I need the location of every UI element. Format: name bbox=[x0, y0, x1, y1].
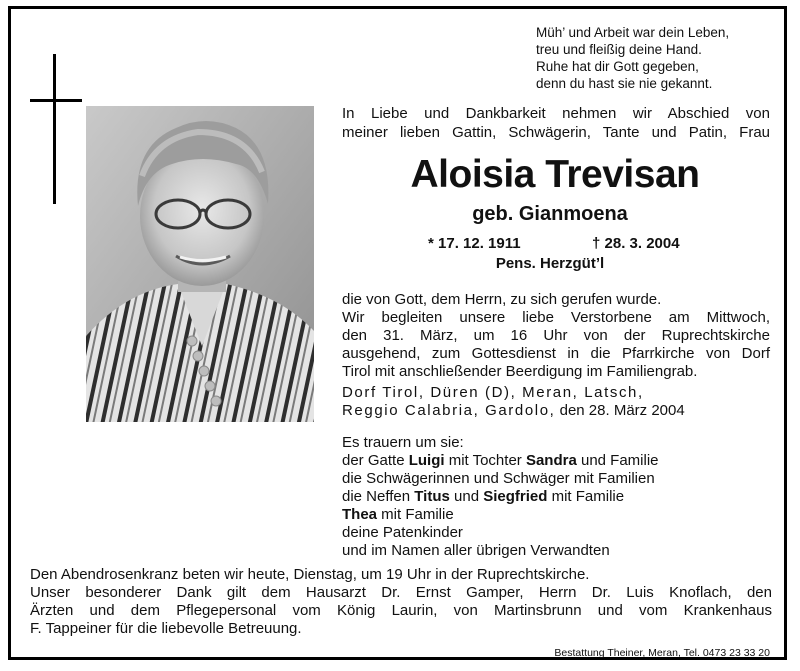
rosary-line: Den Abendrosenkranz beten wir heute, Dienstag, um 19 Uhr in der Ruprechtskirche. bbox=[30, 566, 590, 583]
text: mit Familie bbox=[547, 488, 625, 505]
text: und Familie bbox=[576, 452, 659, 469]
text: mit Tochter bbox=[444, 452, 526, 469]
thanks-line: Ärzten und dem Pflegepersonal vom König Laurin, von Martinsbrunn und vom Krankenhaus bbox=[30, 602, 772, 619]
funeral-line: den 31. März, um 16 Uhr von der Ruprechtskirche bbox=[342, 327, 770, 344]
text: und bbox=[449, 488, 484, 505]
intro-line: In Liebe und Dankbarkeit nehmen wir Abschied von bbox=[342, 105, 770, 122]
mourner-name: Luigi bbox=[408, 452, 445, 469]
poem bbox=[536, 24, 786, 92]
places-list: Reggio Calabria, Gardolo, bbox=[342, 402, 556, 419]
notice-date: den 28. März 2004 bbox=[555, 402, 685, 419]
mourner-name: Siegfried bbox=[483, 488, 548, 505]
called-line: die von Gott, dem Herrn, zu sich gerufen wurde. bbox=[342, 291, 662, 308]
cross-icon-bar bbox=[30, 99, 82, 102]
text: der Gatte bbox=[342, 452, 409, 469]
poem-line: Müh’ und Arbeit war dein Leben, bbox=[536, 25, 730, 40]
undertaker-credit: Bestattung Theiner, Meran, Tel. 0473 23 33 20 bbox=[554, 647, 770, 659]
intro-text bbox=[342, 104, 770, 142]
funeral-line: Tirol mit anschließender Beerdigung im Familiengrab. bbox=[342, 363, 698, 380]
mourner-line: deine Patenkinder bbox=[342, 524, 463, 541]
funeral-text bbox=[342, 291, 770, 381]
thanks-line: F. Tappeiner für die liebevolle Betreuung. bbox=[30, 620, 302, 637]
death-date: † 28. 3. 2004 bbox=[592, 235, 680, 252]
mourner-line bbox=[342, 488, 772, 506]
poem-line: Ruhe hat dir Gott gegeben, bbox=[536, 59, 699, 74]
mourner-name: Sandra bbox=[525, 452, 577, 469]
mourners-heading: Es trauern um sie: bbox=[342, 434, 464, 451]
mourner-line: die Schwägerinnen und Schwäger mit Familien bbox=[342, 470, 655, 487]
closing-text bbox=[30, 566, 772, 638]
thanks-line: Unser besonderer Dank gilt dem Hausarzt Dr. Ernst Gamper, Herrn Dr. Luis Knoflach, den bbox=[30, 584, 772, 601]
text: mit Familie bbox=[377, 506, 454, 523]
portrait-photo bbox=[86, 106, 314, 422]
mourner-name: Thea bbox=[342, 506, 378, 523]
cross-icon bbox=[53, 54, 56, 204]
mourner-name: Titus bbox=[414, 488, 450, 505]
intro-line: meiner lieben Gattin, Schwägerin, Tante und Patin, Frau bbox=[342, 124, 770, 141]
residence: Pens. Herzgüt’l bbox=[495, 255, 605, 272]
poem-line: treu und fleißig deine Hand. bbox=[536, 42, 702, 57]
places-date bbox=[342, 384, 770, 420]
places-line bbox=[342, 402, 770, 420]
mourners bbox=[342, 434, 772, 560]
birth-date: * 17. 12. 1911 bbox=[428, 235, 521, 252]
poem-line: denn du hast sie nie gekannt. bbox=[536, 76, 713, 91]
mourner-line: und im Namen aller übrigen Verwandten bbox=[342, 542, 610, 559]
deceased-name: Aloisia Trevisan bbox=[410, 153, 700, 196]
funeral-line: Wir begleiten unsere liebe Verstorbene am Mittwoch, bbox=[342, 309, 770, 326]
text: die Neffen bbox=[342, 488, 415, 505]
mourner-line bbox=[342, 452, 772, 470]
funeral-line: ausgehend, zum Gottesdienst in die Pfarrkirche von Dorf bbox=[342, 345, 770, 362]
mourner-line bbox=[342, 506, 772, 524]
maiden-name: geb. Gianmoena bbox=[472, 203, 628, 225]
places-line: Dorf Tirol, Düren (D), Meran, Latsch, bbox=[342, 384, 644, 401]
